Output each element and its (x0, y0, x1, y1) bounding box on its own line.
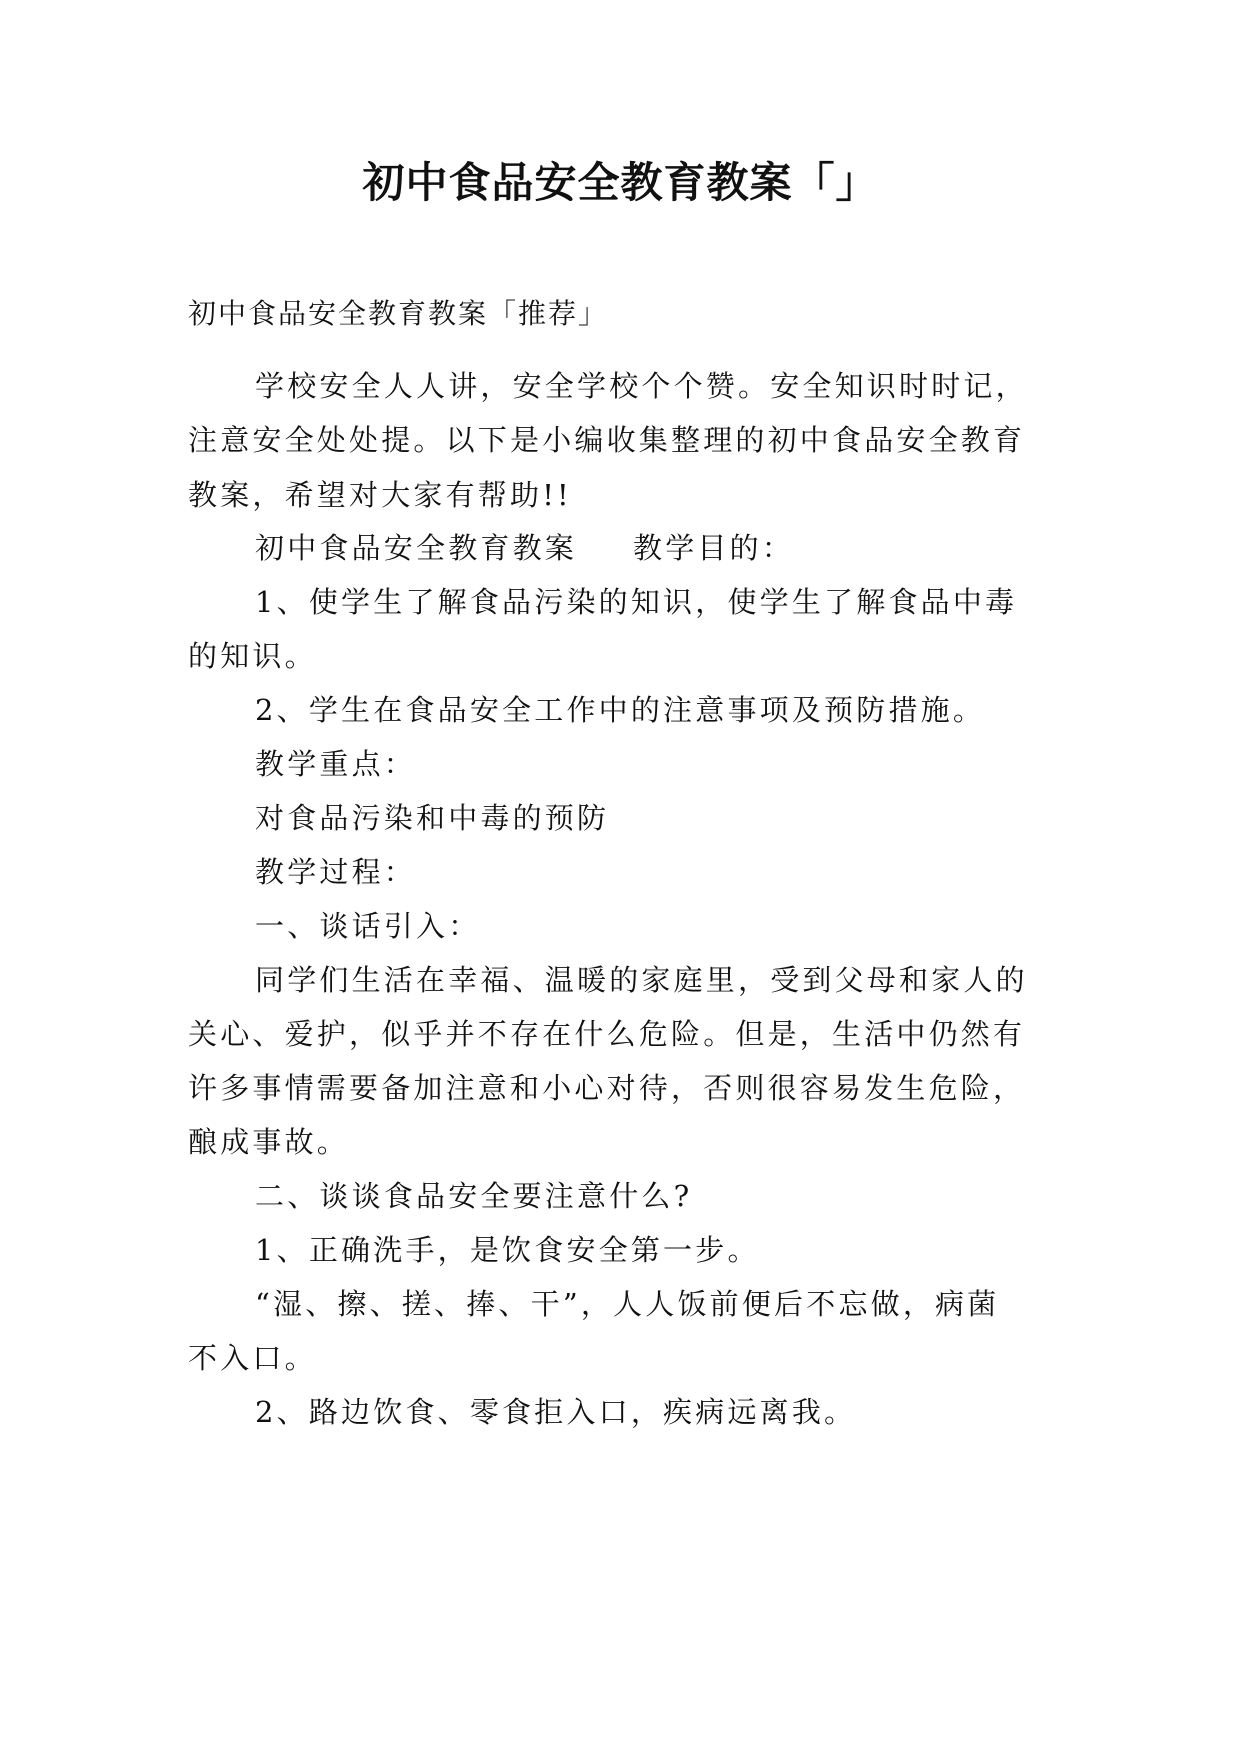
paragraph-line: 不入口。 (188, 1341, 317, 1375)
paragraph-line: 学校安全人人讲，安全学校个个赞。安全知识时时记， (255, 369, 1028, 403)
section-subheading: 教学目的： (633, 531, 795, 565)
paragraph-line: 同学们生活在幸福、温暖的家庭里，受到父母和家人的 (255, 963, 1028, 997)
document-subtitle: 初中食品安全教育教案「推荐」 (188, 297, 609, 330)
paragraph-line: 教学重点： (255, 747, 417, 781)
paragraph-line: 对食品污染和中毒的预防 (255, 801, 610, 835)
paragraph-line: 1、正确洗手，是饮食安全第一步。 (255, 1233, 760, 1267)
section-heading-line (255, 528, 794, 568)
paragraph-line: 一、谈话引入： (255, 909, 481, 943)
paragraph-line: 二、谈谈食品安全要注意什么? (255, 1179, 693, 1213)
paragraph-line: 教学过程： (255, 855, 417, 889)
section-heading: 初中食品安全教育教案 (255, 531, 578, 565)
paragraph-line: 2、学生在食品安全工作中的注意事项及预防措施。 (255, 693, 986, 727)
paragraph-line: 注意安全处处提。以下是小编收集整理的初中食品安全教育 (188, 423, 1026, 457)
paragraph-line: 2、路边饮食、零食拒入口，疾病远离我。 (255, 1395, 857, 1429)
paragraph-line: 关心、爱护，似乎并不存在什么危险。但是，生活中仍然有 (188, 1017, 1026, 1051)
paragraph-line: 许多事情需要备加注意和小心对待，否则很容易发生危险， (188, 1071, 1026, 1105)
paragraph-line: 的知识。 (188, 639, 317, 673)
paragraph-line: 酿成事故。 (188, 1125, 350, 1159)
document-title: 初中食品安全教育教案「」 (362, 158, 879, 207)
paragraph-line: 教案，希望对大家有帮助!! (188, 478, 572, 512)
paragraph-line: “湿、擦、搓、捧、干”，人人饭前便后不忘做，病菌 (255, 1287, 1000, 1321)
paragraph-line: 1、使学生了解食品污染的知识，使学生了解食品中毒 (255, 585, 1018, 619)
